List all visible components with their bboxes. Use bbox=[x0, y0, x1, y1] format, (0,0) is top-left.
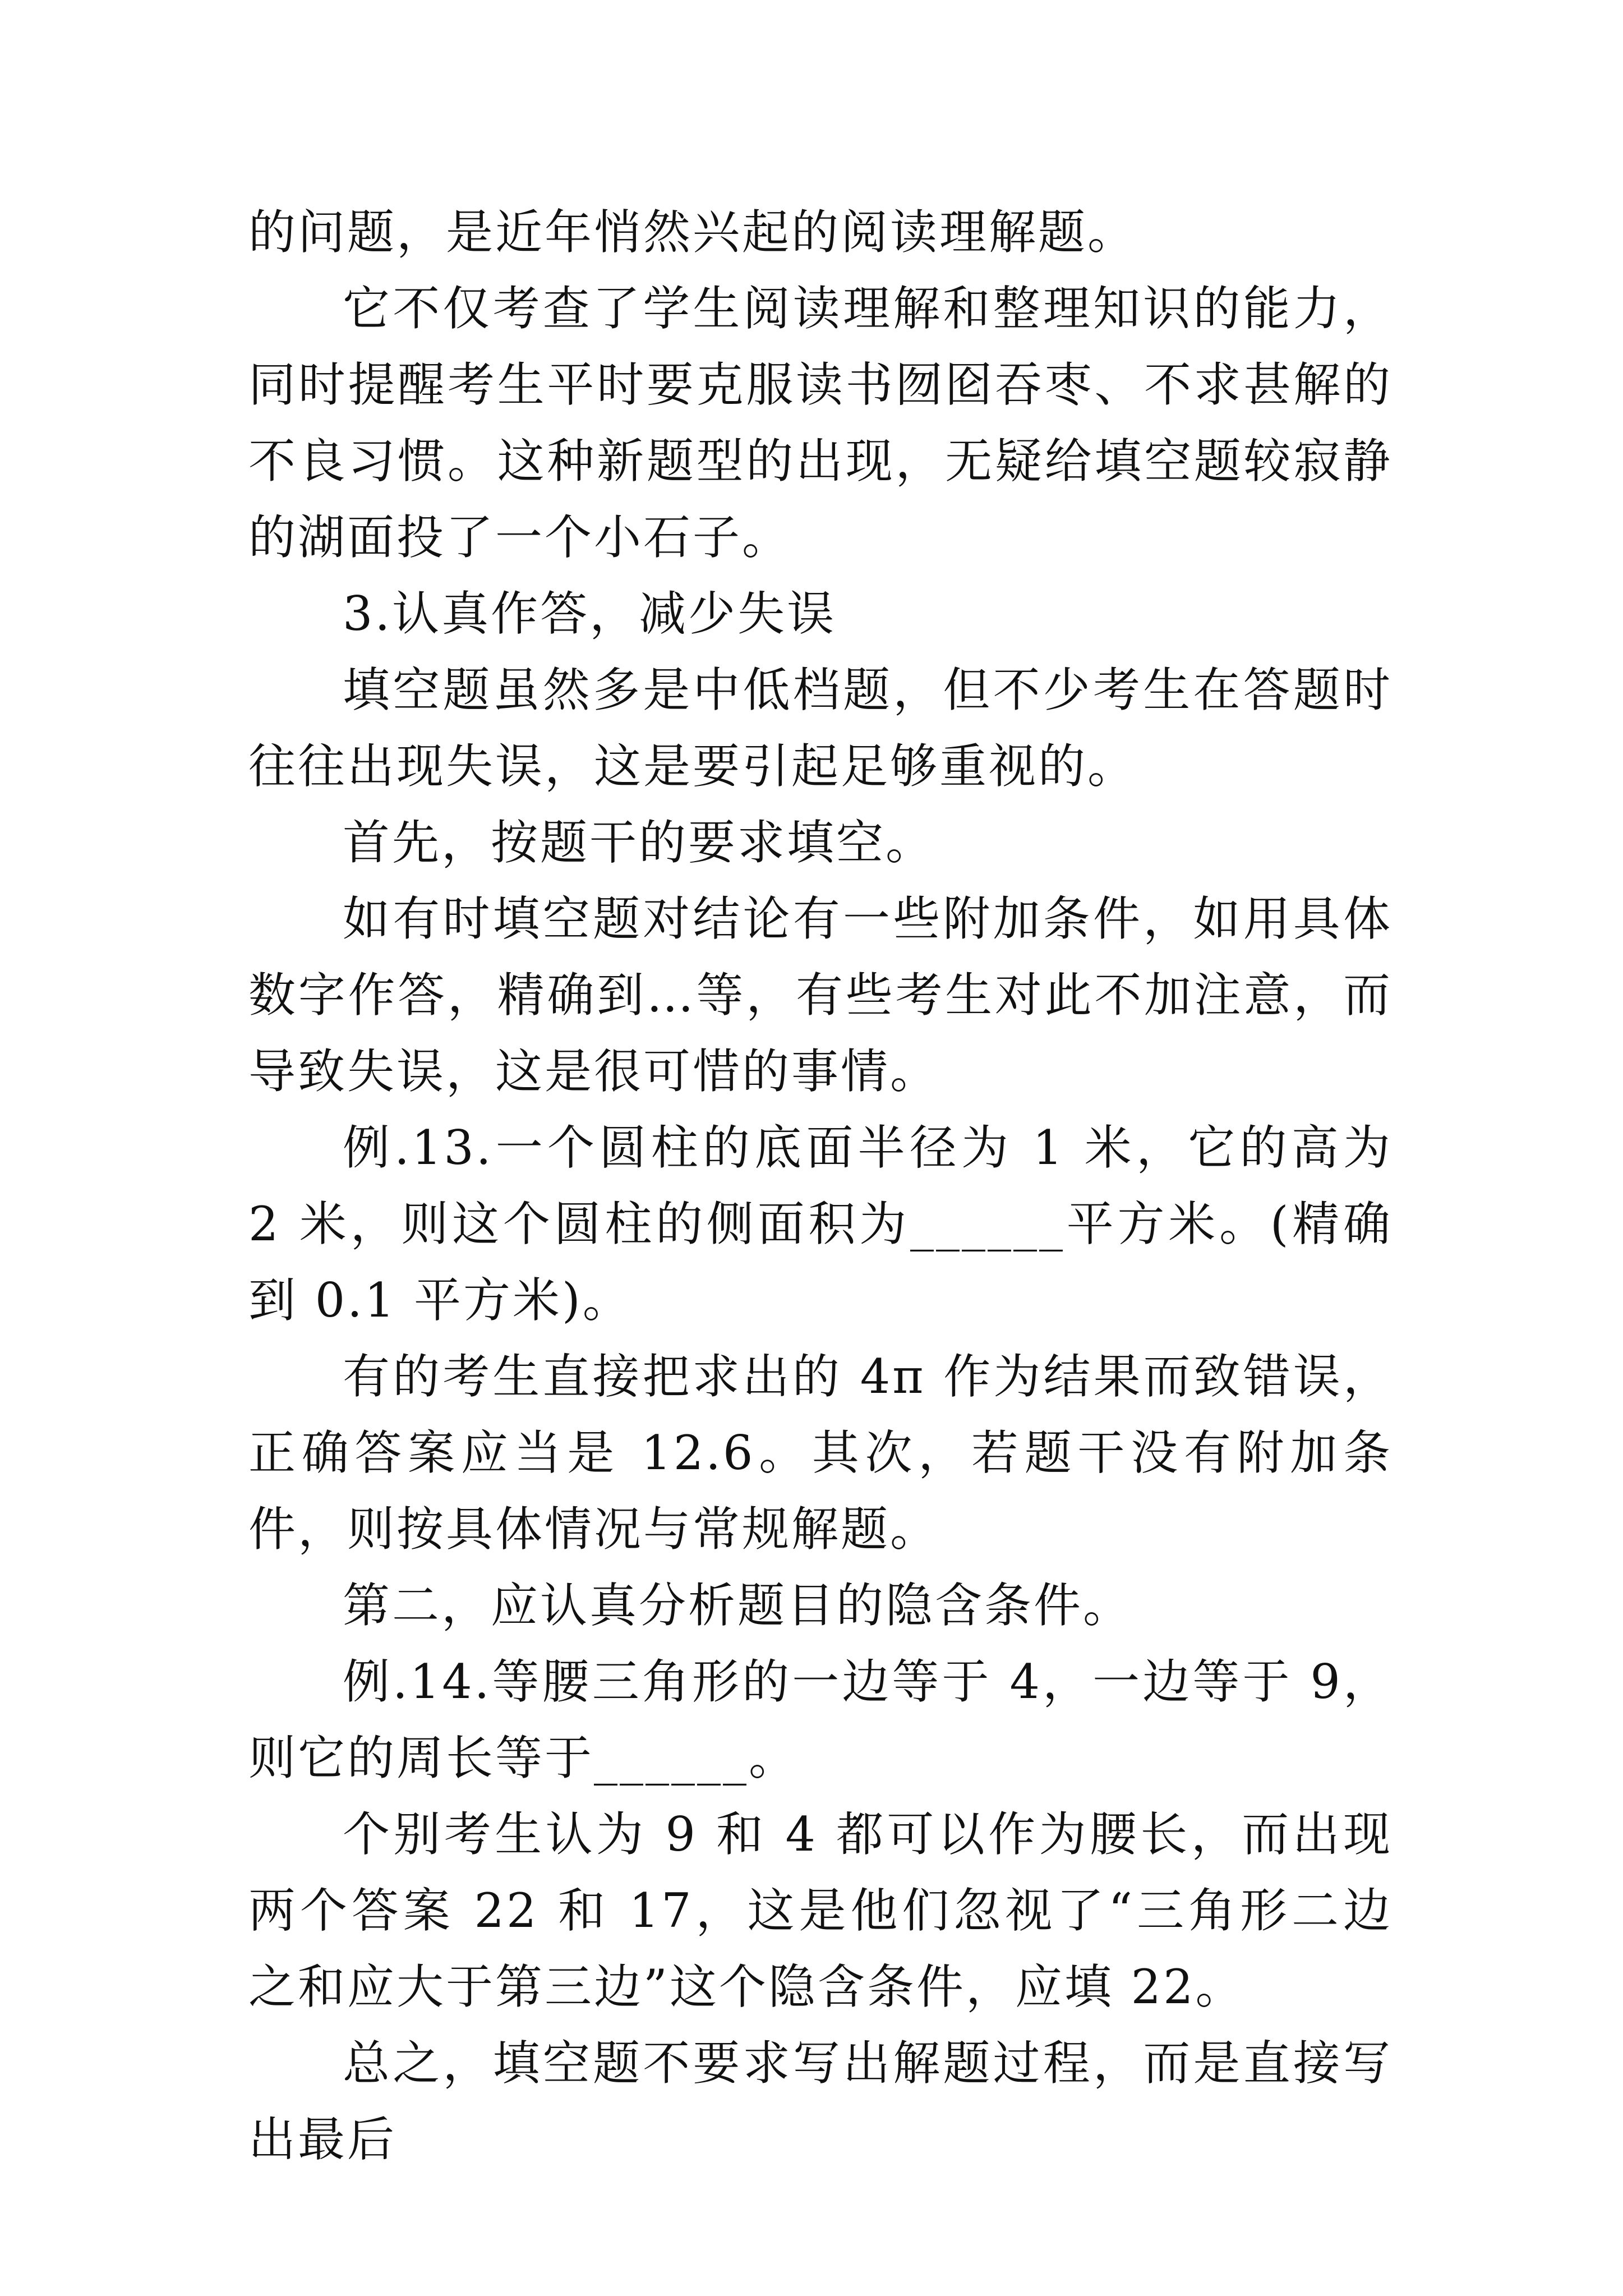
paragraph-2: 它不仅考查了学生阅读理解和整理知识的能力，同时提醒考生平时要克服读书囫囵吞枣、不求甚解的不良习惯。这种新题型的出现，无疑给填空题较寂静的湖面投了一个小石子。 bbox=[248, 281, 1393, 565]
paragraph-9: 第二，应认真分析题目的隐含条件。 bbox=[343, 1578, 1133, 1633]
paragraph-11: 个别考生认为 9 和 4 都可以作为腰长，而出现两个答案 22 和 17，这是他们忽视了“三角形二边之和应大于第三边”这个隐含条件，应填 22。 bbox=[248, 1807, 1393, 2014]
example-13: 例.13.一个圆柱的底面半径为 1 米，它的高为 2 米，则这个圆柱的侧面积为______平方米。(精确到 0.1 平方米)。 bbox=[248, 1120, 1393, 1328]
paragraph-4: 填空题虽然多是中低档题，但不少考生在答题时往往出现失误，这是要引起足够重视的。 bbox=[248, 662, 1393, 794]
paragraph-6: 如有时填空题对结论有一些附加条件，如用具体数字作答，精确到…等，有些考生对此不加注意，而导致失误，这是很可惜的事情。 bbox=[248, 891, 1393, 1099]
document-body bbox=[248, 194, 1393, 2178]
example-14: 例.14.等腰三角形的一边等于 4，一边等于 9，则它的周长等于______。 bbox=[248, 1654, 1393, 1786]
paragraph-12: 总之，填空题不要求写出解题过程，而是直接写出最后 bbox=[248, 2036, 1393, 2167]
paragraph-8: 有的考生直接把求出的 4π 作为结果而致错误，正确答案应当是 12.6。其次，若题干没有附加条件，则按具体情况与常规解题。 bbox=[248, 1349, 1393, 1557]
paragraph-5: 首先，按题干的要求填空。 bbox=[343, 815, 935, 870]
section-heading-3: 3.认真作答，减少失误 bbox=[343, 586, 837, 641]
paragraph-1: 的问题，是近年悄然兴起的阅读理解题。 bbox=[248, 205, 1137, 260]
